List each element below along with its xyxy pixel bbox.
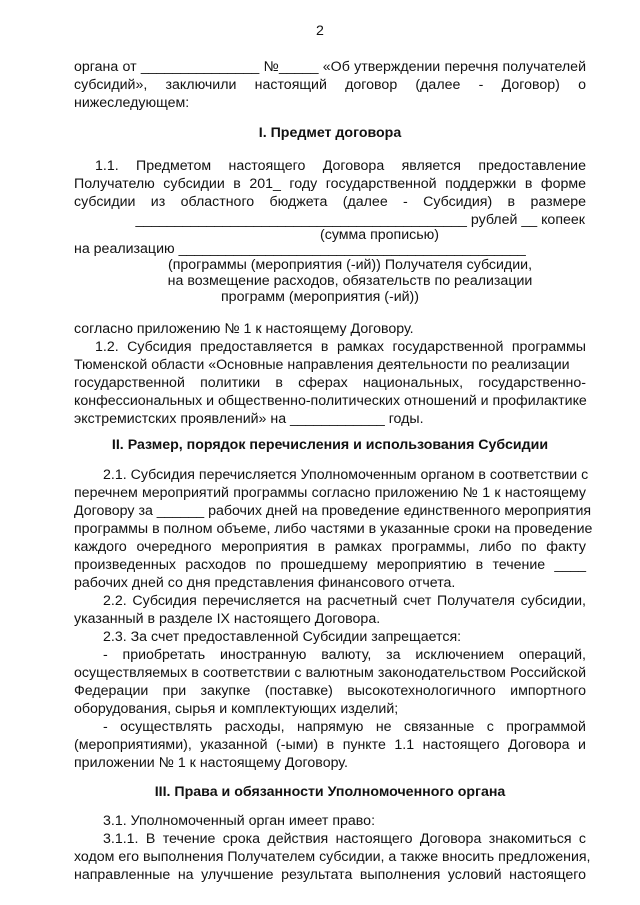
caption: (сумма прописью): [320, 227, 440, 243]
text-line: произведенных расходов по прошедшему мероприятию в течение ____: [74, 557, 586, 573]
text-line: 1.1. Предметом настоящего Договора является предоставление: [95, 158, 586, 174]
text-line: органа от _______________ №_____ «Об утверждении перечня получателей: [74, 59, 586, 75]
text-line: Получателю субсидии в 201_ году государственной поддержки в форме: [74, 176, 586, 192]
text-line: 2.1. Субсидия перечисляется Уполномоченным органом в соответствии с: [103, 467, 589, 483]
text-line: (мероприятиями), указанной (-ыми) в пункте 1.1 настоящего Договора и: [74, 737, 586, 753]
amount-blank-line: __________________________________________ рублей __ копеек: [135, 212, 585, 228]
text-line: 2.2. Субсидия перечисляется на расчетный счет Получателя субсидии,: [103, 593, 586, 609]
text-line: каждого очередного мероприятия в рамках программы, либо по факту: [74, 539, 586, 555]
text-line: рабочих дней со дня представления финансового отчета.: [74, 575, 456, 591]
text-line: субсидии из областного бюджета (далее - Субсидия) в размере: [74, 194, 586, 210]
caption: (программы (мероприятия (-ий)) Получателя субсидии,: [167, 257, 533, 273]
text-line: приложении № 1 к настоящему Договору.: [74, 755, 348, 771]
text-line: оборудования, сырья и комплектующих изделий;: [74, 701, 399, 717]
text-line: программы в полном объеме, либо частями в указанные сроки на проведение: [74, 521, 593, 537]
text-line: конфессиональных и общественно-политических отношений и профилактике: [74, 393, 587, 409]
text-line: Договору за ______ рабочих дней на проведение единственного мероприятия: [74, 503, 592, 519]
caption: на возмещение расходов, обязательств по реализации: [167, 273, 533, 289]
section-heading: III. Права и обязанности Уполномоченного органа: [154, 784, 506, 800]
text-line: указанный в разделе IX настоящего Договора.: [74, 611, 381, 627]
text-line: осуществляемых в соответствии с валютным законодательством Российской: [74, 665, 586, 681]
page-number: 2: [316, 23, 324, 39]
text-line: ходом его выполнения Получателем субсидии, а также вносить предложения,: [74, 849, 591, 865]
text-line: - осуществлять расходы, напрямую не связанные с программой: [103, 719, 586, 735]
section-heading: II. Размер, порядок перечисления и использования Субсидии: [111, 437, 549, 453]
text-line: - приобретать иностранную валюту, за исключением операций,: [103, 647, 586, 663]
text-line: на реализацию ____________________________________________: [74, 241, 526, 257]
text-line: 3.1.1. В течение срока действия настоящего Договора знакомиться с: [103, 831, 586, 847]
text-line: нижеследующем:: [74, 95, 190, 111]
text-line: перечнем мероприятий программы согласно приложению № 1 к настоящему: [74, 485, 586, 501]
text-line: 2.3. За счет предоставленной Субсидии запрещается:: [103, 629, 462, 645]
text-line: Тюменской области «Основные направления деятельности по реализации: [74, 357, 570, 373]
text-line: государственной политики в сферах национальных, государственно-: [74, 375, 586, 391]
section-heading: I. Предмет договора: [258, 125, 402, 141]
text-line: согласно приложению № 1 к настоящему Договору.: [74, 321, 414, 337]
text-line: Федерации при закупке (поставке) высокотехнологичного импортного: [74, 683, 586, 699]
text-line: экстремистских проявлений» на ____________ годы.: [74, 411, 424, 427]
text-line: 1.2. Субсидия предоставляется в рамках государственной программы: [95, 339, 586, 355]
text-line: 3.1. Уполномоченный орган имеет право:: [103, 813, 376, 829]
text-line: субсидий», заключили настоящий договор (далее - Договор) о: [74, 77, 586, 93]
text-line: направленные на улучшение результата выполнения условий настоящего: [74, 867, 586, 883]
caption: программ (мероприятия (-ий)): [221, 289, 419, 305]
